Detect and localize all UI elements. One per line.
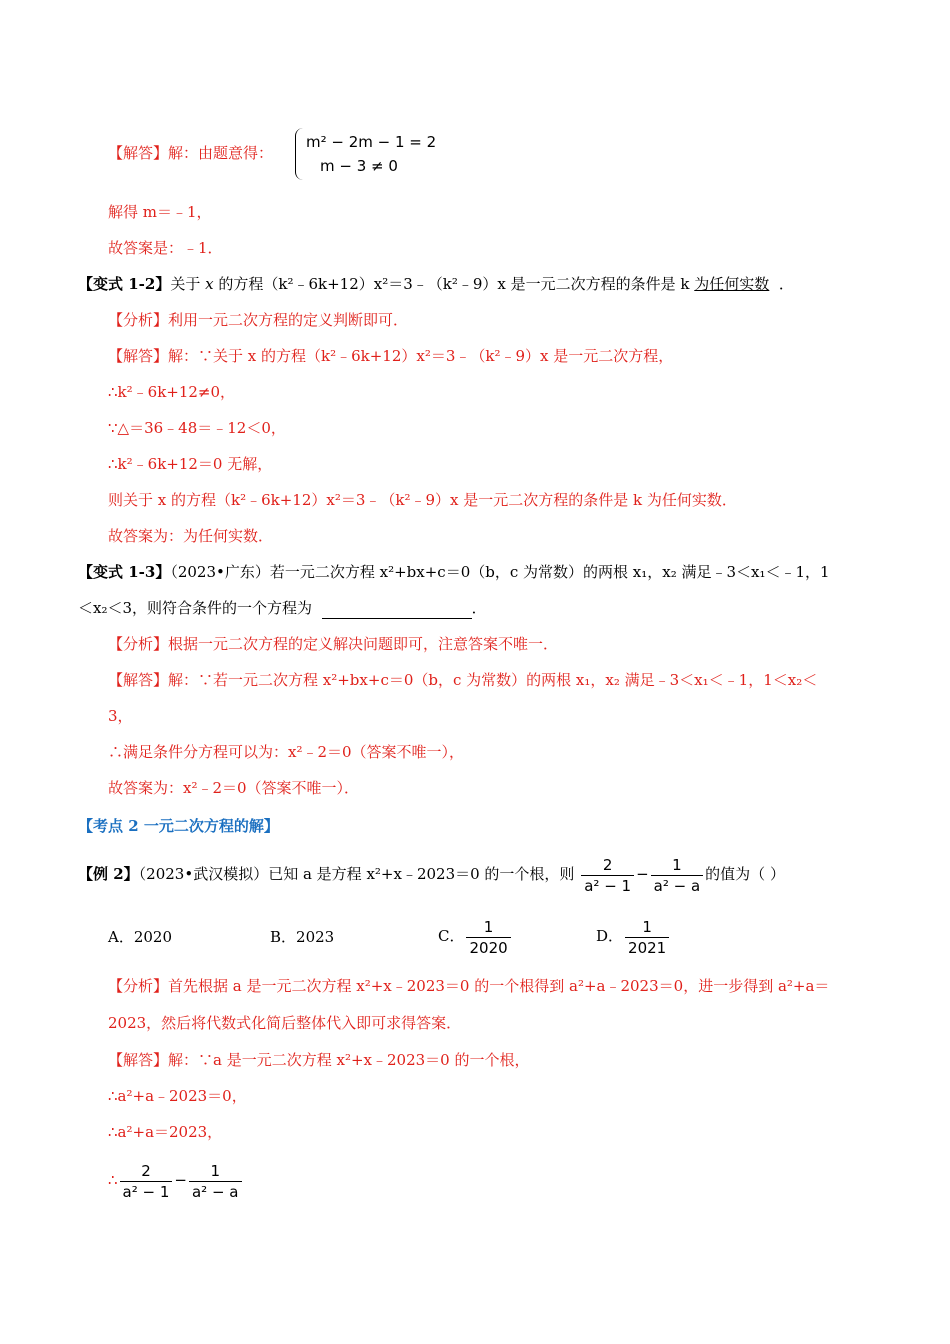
fraction: $\frac{1}{2020}$: [466, 917, 510, 958]
final-answer-line: 故答案为：x²﹣2＝0（答案不唯一）．: [108, 779, 360, 797]
solution-line: 3，: [108, 707, 133, 725]
q-text: k²﹣6k+12）x²＝3﹣（k²﹣9）x 是一元二次方程的条件是 k: [278, 275, 690, 293]
fraction: $\frac{1}{\text{a² − a}}$: [651, 855, 704, 896]
variant-1-3-question-cont: ＜x₂＜3，则符合条件的一个方程为 ．: [78, 599, 487, 617]
fraction: $\frac{2}{\text{a² − 1}}$: [120, 1161, 173, 1202]
analysis-line-cont: 2023，然后将代数式化简后整体代入即可求得答案．: [108, 1014, 462, 1032]
solution-line: ∵△＝36﹣48＝﹣12＜0，: [108, 419, 286, 437]
solution-line: 【解答】解：∵a 是一元二次方程 x²+x﹣2023＝0 的一个根，: [108, 1051, 530, 1069]
example-2-question: 【例 2】（2023•武汉模拟）已知 a 是方程 x²+x﹣2023＝0 的一个根，则 $\frac{2}{\text{a² − 1}}$ − $\frac{1}{\text{a² − a}}$ 的值为（ ）: [78, 855, 785, 895]
solution-line: 【解答】解：∵关于 x 的方程（k²﹣6k+12）x²＝3﹣（k²﹣9）x 是一元二次方程，: [108, 347, 674, 365]
q-text: 的方程（: [213, 275, 279, 293]
system-eq-2: m − 3 ≠ 0: [320, 157, 398, 175]
analysis-line: 【分析】利用一元二次方程的定义判断即可．: [108, 311, 409, 329]
solution-line: ∴满足条件分方程可以为：x²﹣2＝0（答案不唯一），: [108, 743, 465, 761]
option-b[interactable]: B．2023: [270, 928, 335, 946]
variant-tag: 【变式 1-2】: [78, 275, 171, 293]
equation-system: [295, 128, 436, 180]
q-text: 关于: [170, 275, 206, 293]
solution-line: 【解答】解：∵若一元二次方程 x²+bx+c＝0（b，c 为常数）的两根 x₁，x₂ 满足﹣3＜x₁＜﹣1，1＜x₂＜: [108, 671, 818, 689]
solution-line: ∴a²+a＝2023，: [108, 1123, 223, 1141]
final-answer-line: 故答案是：﹣1．: [108, 239, 223, 257]
solution-line: ∴a²+a﹣2023＝0，: [108, 1087, 247, 1105]
solution-line: 则关于 x 的方程（k²﹣6k+12）x²＝3﹣（k²﹣9）x 是一元二次方程的条件是 k 为任何实数．: [108, 491, 737, 509]
option-d[interactable]: D． $\frac{1}{2021}$: [596, 914, 671, 958]
system-eq-1: m² − 2m − 1 = 2: [306, 133, 437, 151]
analysis-line: 【分析】根据一元二次方程的定义解决问题即可，注意答案不唯一．: [108, 635, 559, 653]
answer-lead: 【解答】解：由题意得：: [108, 144, 274, 162]
variant-1-2-question: 【变式 1-2】关于 x 的方程（k²﹣6k+12）x²＝3﹣（k²﹣9）x 是一元二次方程的条件是 k 为任何实数 ．: [78, 275, 794, 293]
q-text: 的值为（ ）: [705, 865, 785, 883]
solution-line: ∴k²﹣6k+12≠0，: [108, 383, 236, 401]
solution-line: ∴k²﹣6k+12＝0 无解，: [108, 455, 273, 473]
analysis-line: 【分析】首先根据 a 是一元二次方程 x²+x﹣2023＝0 的一个根得到 a²+a﹣2023＝0，进一步得到 a²+a＝: [108, 977, 830, 995]
fraction: $\frac{1}{2021}$: [625, 917, 669, 958]
q-text: （2023•武汉模拟）已知 a 是方程 x²+x﹣2023＝0 的一个根，则: [138, 865, 575, 883]
final-answer-line: 故答案为：为任何实数．: [108, 527, 274, 545]
option-c[interactable]: C． $\frac{1}{2020}$: [438, 914, 513, 958]
answer-blank: [322, 602, 472, 619]
solve-line: 解得 m＝﹣1，: [108, 203, 212, 221]
q-text: （2023•广东）若一元二次方程 x²+bx+c＝0（b，c 为常数）的两根 x₁，x₂ 满足﹣3＜x₁＜﹣1，1: [170, 563, 830, 581]
option-a[interactable]: A．2020: [108, 928, 173, 946]
fill-answer: 为任何实数: [694, 275, 770, 293]
section-heading: 【考点 2 一元二次方程的解】: [78, 817, 279, 835]
variant-tag: 【变式 1-3】: [78, 563, 171, 581]
answer-line: [108, 142, 273, 164]
solution-expression: ∴ $\frac{2}{\text{a² − 1}}$ − $\frac{1}{\text{a² − a}}$: [108, 1158, 244, 1202]
example-tag: 【例 2】: [78, 865, 139, 883]
fraction: $\frac{2}{\text{a² − 1}}$: [581, 855, 634, 896]
q-text: ＜x₂＜3，则符合条件的一个方程为: [78, 599, 313, 617]
fraction: $\frac{1}{\text{a² − a}}$: [189, 1161, 242, 1202]
variant-1-3-question: [78, 561, 830, 583]
